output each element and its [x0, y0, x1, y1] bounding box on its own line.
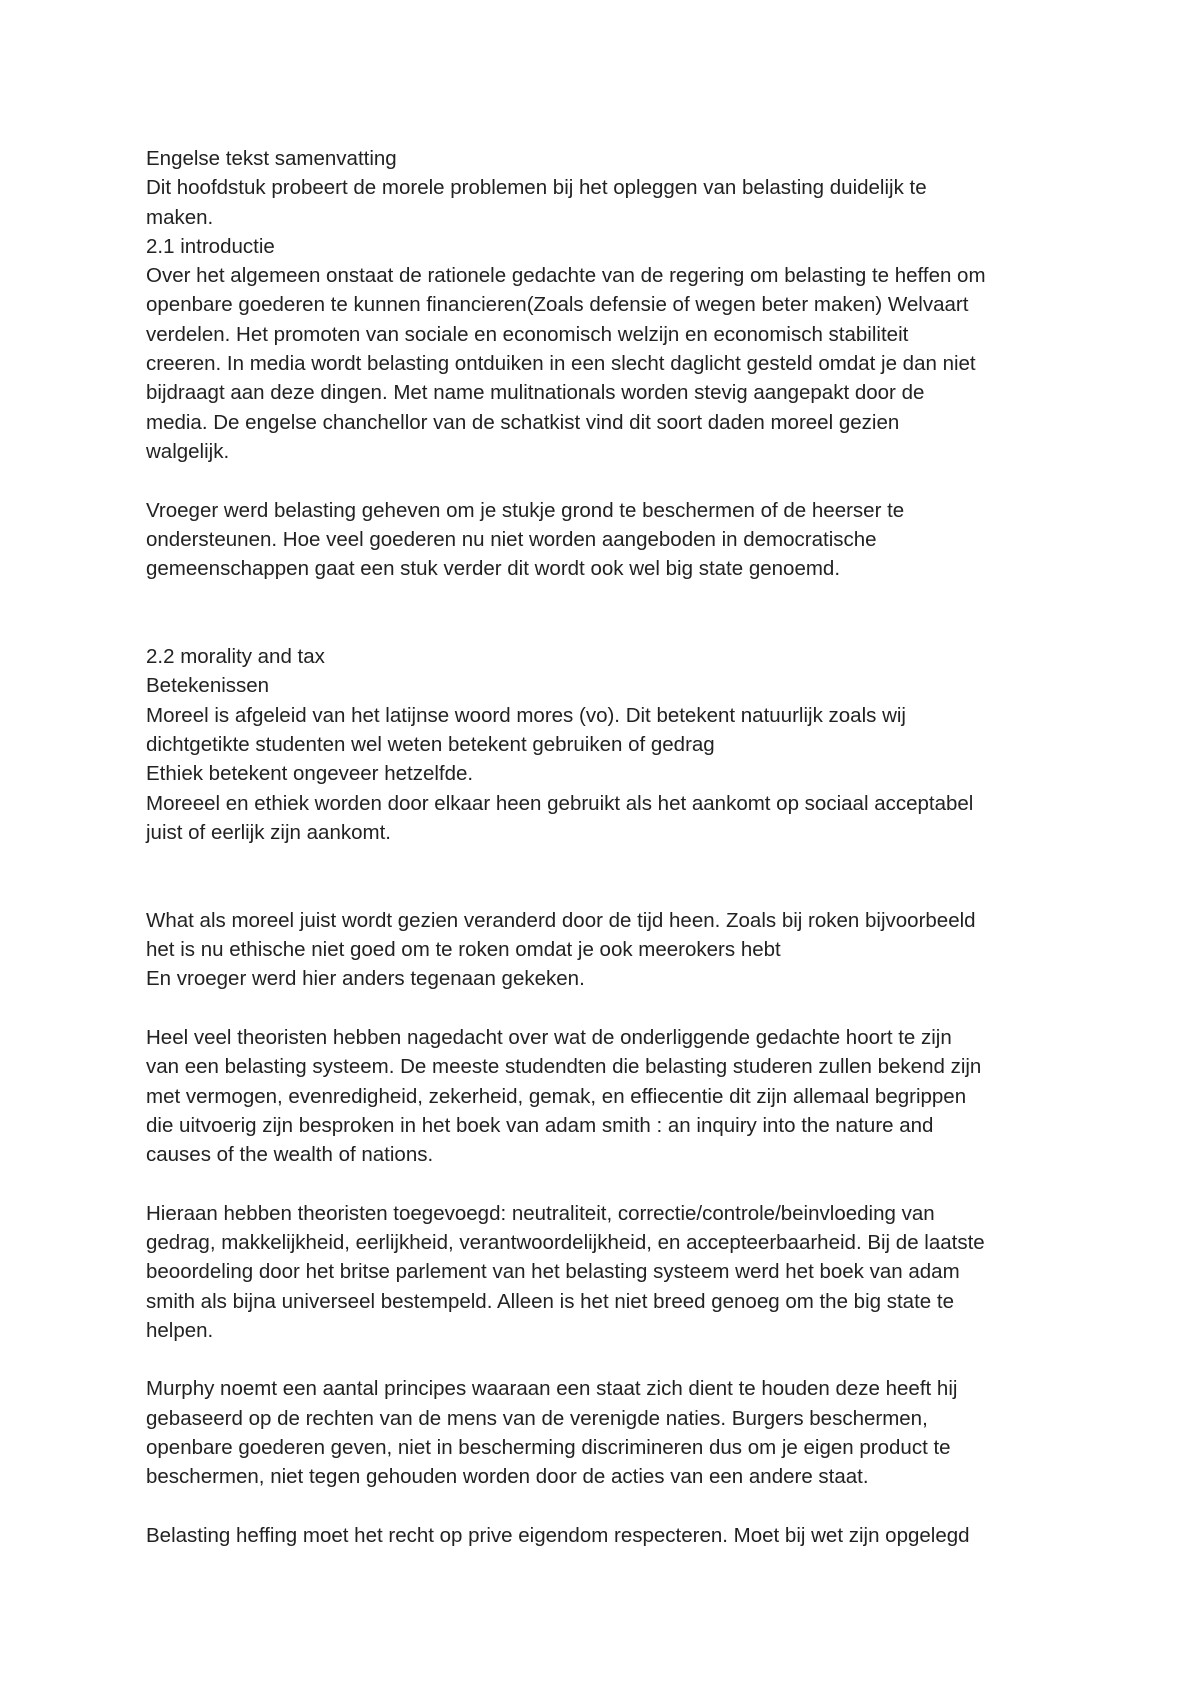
paragraph [146, 671, 1066, 700]
text-line: het is nu ethische niet goed om te roken omdat je ook meerokers hebt [146, 938, 781, 962]
text-line: van een belasting systeem. De meeste studendten die belasting studeren zullen bekend zijn [146, 1055, 982, 1079]
text-line: causes of the wealth of nations. [146, 1143, 434, 1167]
text-line: die uitvoerig zijn besproken in het boek van adam smith : an inquiry into the nature and [146, 1113, 934, 1137]
paragraph [146, 642, 1066, 671]
blank-line [146, 466, 1066, 495]
paragraph [146, 759, 1066, 788]
text-line: helpen. [146, 1318, 214, 1342]
text-line: Betekenissen [146, 674, 270, 698]
paragraph [146, 906, 1066, 965]
text-line: Hieraan hebben theoristen toegevoegd: neutraliteit, correctie/controle/beinvloeding van [146, 1201, 935, 1225]
text-line: Engelse tekst samenvatting [146, 147, 397, 170]
text-line: Moreeel en ethiek worden door elkaar heen gebruikt als het aankomt op sociaal acceptabel [146, 791, 974, 815]
text-line: Dit hoofdstuk probeert de morele problemen bij het opleggen van belasting duidelijk te [146, 176, 927, 200]
text-line: beoordeling door het britse parlement van het belasting systeem werd het boek van adam [146, 1260, 960, 1284]
text-line: Belasting heffing moet het recht op prive eigendom respecteren. Moet bij wet zijn opgelegd [146, 1523, 970, 1547]
blank-line [146, 583, 1066, 612]
text-line: media. De engelse chanchellor van de schatkist vind dit soort daden moreel gezien [146, 410, 900, 434]
text-line: En vroeger werd hier anders tegenaan gekeken. [146, 967, 585, 991]
paragraph [146, 1023, 1066, 1169]
text-line: Moreel is afgeleid van het latijnse woord mores (vo). Dit betekent natuurlijk zoals wij [146, 703, 906, 727]
paragraph [146, 261, 1066, 466]
text-line: met vermogen, evenredigheid, zekerheid, gemak, en effiecentie dit zijn allemaal begrippen [146, 1084, 967, 1108]
blank-line [146, 1492, 1066, 1521]
text-line: juist of eerlijk zijn aankomt. [146, 820, 391, 844]
text-line: 2.1 introductie [146, 234, 275, 258]
blank-line [146, 1345, 1066, 1374]
paragraph [146, 173, 1066, 232]
paragraph [146, 1374, 1066, 1491]
blank-line [146, 847, 1066, 876]
text-line: What als moreel juist wordt gezien veranderd door de tijd heen. Zoals bij roken bijvoorbeeld [146, 908, 976, 932]
blank-line [146, 1169, 1066, 1198]
text-line: openbare goederen geven, niet in bescherming discrimineren dus om je eigen product te [146, 1436, 951, 1460]
paragraph [146, 964, 1066, 993]
paragraph [146, 496, 1066, 584]
text-line: gemeenschappen gaat een stuk verder dit wordt ook wel big state genoemd. [146, 557, 841, 581]
paragraph [146, 144, 1066, 173]
document-page [146, 144, 1066, 1550]
text-line: dichtgetikte studenten wel weten betekent gebruiken of gedrag [146, 732, 715, 756]
text-line: verdelen. Het promoten van sociale en economisch welzijn en economisch stabiliteit [146, 322, 909, 346]
paragraph [146, 789, 1066, 848]
blank-line [146, 613, 1066, 642]
blank-line [146, 876, 1066, 905]
text-line: bijdraagt aan deze dingen. Met name mulitnationals worden stevig aangepakt door de [146, 381, 925, 405]
text-line: gedrag, makkelijkheid, eerlijkheid, verantwoordelijkheid, en accepteerbaarheid. Bij de laatste [146, 1230, 985, 1254]
text-line: Murphy noemt een aantal principes waaraan een staat zich dient te houden deze heeft hij [146, 1377, 958, 1401]
paragraph [146, 1521, 1066, 1550]
text-line: maken. [146, 205, 214, 229]
text-line: Vroeger werd belasting geheven om je stukje grond te beschermen of de heerser te [146, 498, 905, 522]
text-line: Over het algemeen onstaat de rationele gedachte van de regering om belasting te heffen om [146, 264, 986, 288]
text-line: walgelijk. [146, 439, 230, 463]
text-line: Heel veel theoristen hebben nagedacht over wat de onderliggende gedachte hoort te zijn [146, 1025, 952, 1049]
paragraph [146, 1199, 1066, 1345]
paragraph [146, 232, 1066, 261]
blank-line [146, 994, 1066, 1023]
text-line: smith als bijna universeel bestempeld. Alleen is het niet breed genoeg om the big state te [146, 1289, 954, 1313]
text-line: 2.2 morality and tax [146, 645, 325, 669]
paragraph [146, 701, 1066, 760]
text-line: openbare goederen te kunnen financieren(Zoals defensie of wegen beter maken) Welvaart [146, 293, 969, 317]
text-line: beschermen, niet tegen gehouden worden door de acties van een andere staat. [146, 1465, 869, 1489]
text-line: gebaseerd op de rechten van de mens van de verenigde naties. Burgers beschermen, [146, 1406, 928, 1430]
text-line: Ethiek betekent ongeveer hetzelfde. [146, 762, 474, 786]
text-line: creeren. In media wordt belasting ontduiken in een slecht daglicht gesteld omdat je dan niet [146, 352, 976, 376]
text-line: ondersteunen. Hoe veel goederen nu niet worden aangeboden in democratische [146, 527, 877, 551]
